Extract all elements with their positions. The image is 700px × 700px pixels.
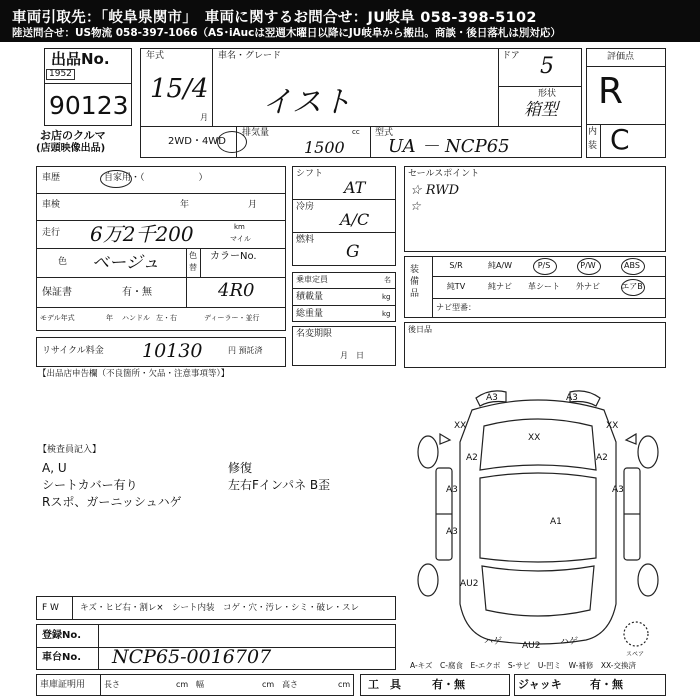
fuel-value: G xyxy=(346,242,360,262)
evaluation-score: R xyxy=(598,71,624,112)
width-unit: cm xyxy=(262,680,275,689)
equip-ps-circle xyxy=(533,258,557,275)
mark-front-bumper-left: A3 xyxy=(486,393,498,403)
warranty-label: 保証書 xyxy=(42,287,72,298)
mileage-unit-mile: マイル xyxy=(230,235,251,243)
mark-right-front-door: A3 xyxy=(612,485,624,495)
inspection-year: 年 xyxy=(180,200,190,210)
mark-front-right-fender: XX xyxy=(606,421,619,431)
capacity-label: 乗車定員 xyxy=(296,275,328,284)
color-value: ベージュ xyxy=(92,253,160,273)
mark-right-a-pillar: A2 xyxy=(596,453,608,463)
color-no-value: 4R0 xyxy=(218,280,255,301)
inspector-line-4: 修復 xyxy=(228,461,253,475)
fw-label: F W xyxy=(42,603,59,613)
chassis-label: 車台No. xyxy=(42,652,82,663)
shape-label: 形状 xyxy=(538,89,557,99)
color-change-1: 色 xyxy=(189,251,197,260)
ac-value: A/C xyxy=(340,210,370,229)
equip-power-steering: P/S xyxy=(537,261,551,270)
shift-label: シフト xyxy=(296,169,324,179)
sales-point-2: ☆ xyxy=(410,199,421,213)
equip-alloy-wheel: 純A/W xyxy=(487,261,513,270)
weight-label: 総重量 xyxy=(296,309,324,319)
height-label: 高さ xyxy=(282,680,298,689)
warranty-options: 有・無 xyxy=(122,287,152,298)
equip-power-window: P/W xyxy=(580,261,596,270)
recycle-label: リサイクル料金 xyxy=(42,346,104,356)
inspection-month: 月 xyxy=(248,200,258,210)
inspector-line-1: A, U xyxy=(42,461,67,475)
shift-value: AT xyxy=(344,178,366,197)
declaration-label: 【出品店申告欄（不良箇所・欠品・注意事項等）】 xyxy=(38,369,230,379)
dealer-label: ディーラー・並行 xyxy=(204,314,260,322)
door-value: 5 xyxy=(540,54,554,79)
equip-abs: ABS xyxy=(624,261,640,270)
capacity-unit: 名 xyxy=(384,276,391,284)
handle-options: 左・右 xyxy=(156,314,177,322)
mark-rear-bumper-left: ハゲ xyxy=(484,637,503,647)
drive-label: 2WD・4WD xyxy=(168,136,226,147)
equip-airbag-circle xyxy=(621,279,645,296)
model-year-label: モデル年式 xyxy=(40,314,75,322)
navi-model-label: ナビ型番： xyxy=(436,303,476,312)
history-label: 車歴 xyxy=(42,173,61,183)
weight-unit: kg xyxy=(382,310,391,318)
model-year-unit: 年 xyxy=(106,314,113,322)
equip-navi: 純ナビ xyxy=(488,282,512,291)
load-unit: kg xyxy=(382,293,391,301)
equip-tv: 純TV xyxy=(446,282,466,291)
tools-label: 工 具 xyxy=(368,678,401,691)
lot-number: 90123 xyxy=(49,91,129,120)
equip-sunroof: S/R xyxy=(449,261,463,270)
mark-front-bumper-right: A3 xyxy=(566,393,578,403)
displacement-value: 1500 xyxy=(304,138,345,157)
history-options: 自家用・（ ） xyxy=(104,173,208,183)
mileage-unit-km: km xyxy=(234,223,245,231)
lot-label: 出品No. xyxy=(51,50,110,68)
lot-number-box xyxy=(44,48,132,126)
length-unit: cm xyxy=(176,680,189,689)
height-unit: cm xyxy=(338,680,351,689)
color-change-2: 替 xyxy=(189,263,197,272)
name-value: イスト xyxy=(262,85,352,120)
spare-tyre-note: スペア xyxy=(626,651,645,658)
interior-label-2: 装 xyxy=(588,141,598,151)
fuel-label: 燃料 xyxy=(296,235,315,245)
mark-left-rear-door: A3 xyxy=(446,527,458,537)
shop-car-sub-label: (店頭映像出品) xyxy=(36,143,106,154)
mileage-label: 走行 xyxy=(42,228,61,238)
lot-sub-number: 1952 xyxy=(46,69,75,80)
header-line-2: 陸送問合せ：US物流 058-397-1066（AS･iAucは翌週木曜日以降にJU岐阜から搬出。商談・後日落札は別対応） xyxy=(12,27,561,39)
name-label: 車名・グレード xyxy=(218,51,282,61)
sales-point-1: ☆ RWD xyxy=(410,183,460,198)
inspector-line-3: Rスポ、ガーニッシュハゲ xyxy=(42,495,182,509)
shape-value: 箱型 xyxy=(524,100,558,120)
fw-items: キズ・ヒビ右・割レ× シート内装 コゲ・穴・汚レ・シミ・破レ・スレ xyxy=(80,603,359,613)
recycle-value: 10130 xyxy=(142,340,203,362)
shop-car-label: お店のクルマ xyxy=(40,129,106,142)
car-damage-diagram xyxy=(410,382,666,658)
mark-left-rear-quarter: AU2 xyxy=(460,579,479,589)
sales-points-label: セールスポイント xyxy=(408,169,480,179)
mark-rear-bumper-right: ハゲ xyxy=(560,637,579,647)
mark-roof: A1 xyxy=(550,517,562,527)
equip-airbag: エアB xyxy=(621,282,643,291)
history-private-circle xyxy=(100,170,132,188)
interior-label-1: 内 xyxy=(588,127,598,137)
header-line-1: 車両引取先：「岐阜県関市」 車両に関するお問合せ：JU岐阜 058-398-5102 xyxy=(12,10,537,26)
displacement-unit: cc xyxy=(352,128,360,136)
mileage-value: 6万2千200 xyxy=(90,222,194,246)
deadline-label: 名変期限 xyxy=(296,329,333,339)
garage-cert-label: 車庫証明用 xyxy=(40,680,86,690)
inspector-line-2: シートカバー有り xyxy=(42,478,138,492)
mark-rear-bumper-center: AU2 xyxy=(522,641,541,651)
mark-hood: XX xyxy=(528,433,541,443)
mark-left-a-pillar: A2 xyxy=(466,453,478,463)
damage-legend: A-キズ C-腐食 E-エクボ S-サビ U-凹ミ W-補修 XX-交換済 xyxy=(410,661,636,670)
length-label: 長さ xyxy=(104,680,120,689)
equip-abs-circle xyxy=(621,258,645,275)
evaluation-label: 評価点 xyxy=(607,52,635,62)
deadline-unit: 月 日 xyxy=(340,351,364,360)
equip-ext-navi: 外ナビ xyxy=(576,282,600,291)
year-value: 15/4 xyxy=(150,74,209,104)
recycle-unit: 円 預託済 xyxy=(228,346,263,355)
year-label: 年式 xyxy=(146,51,165,61)
equip-pw-circle xyxy=(577,258,601,275)
ac-label: 冷房 xyxy=(296,202,315,212)
inspector-line-5: 左右Fインパネ B歪 xyxy=(228,478,331,492)
interior-score: C xyxy=(610,123,630,156)
jack-options: 有・無 xyxy=(590,678,623,691)
model-value: UA － NCP65 xyxy=(388,136,510,157)
color-label: 色 xyxy=(58,257,68,267)
mark-left-front-door: A3 xyxy=(446,485,458,495)
model-label: 型式 xyxy=(375,128,394,138)
load-label: 積載量 xyxy=(296,292,324,302)
after-items-box xyxy=(404,322,666,368)
door-label: ドア xyxy=(502,51,520,61)
equipment-label: 装備品 xyxy=(410,265,420,299)
header-bar xyxy=(0,0,700,42)
after-items-label: 後日品 xyxy=(408,325,432,334)
displacement-label: 排気量 xyxy=(242,128,270,138)
inspector-label: 【検査員記入】 xyxy=(38,445,102,455)
jack-label: ジャッキ xyxy=(518,678,562,691)
reg-label: 登録No. xyxy=(42,630,82,641)
handle-label: ハンドル xyxy=(122,314,150,322)
month-unit: 月 xyxy=(200,113,208,122)
mark-front-left-fender: XX xyxy=(454,421,467,431)
chassis-value: NCP65-0016707 xyxy=(112,646,272,668)
equip-leather-seat: 革シート xyxy=(528,282,560,291)
color-no-label: カラーNo. xyxy=(210,251,257,262)
width-label: 幅 xyxy=(196,680,204,689)
tools-options: 有・無 xyxy=(432,678,465,691)
inspection-label: 車検 xyxy=(42,200,61,210)
